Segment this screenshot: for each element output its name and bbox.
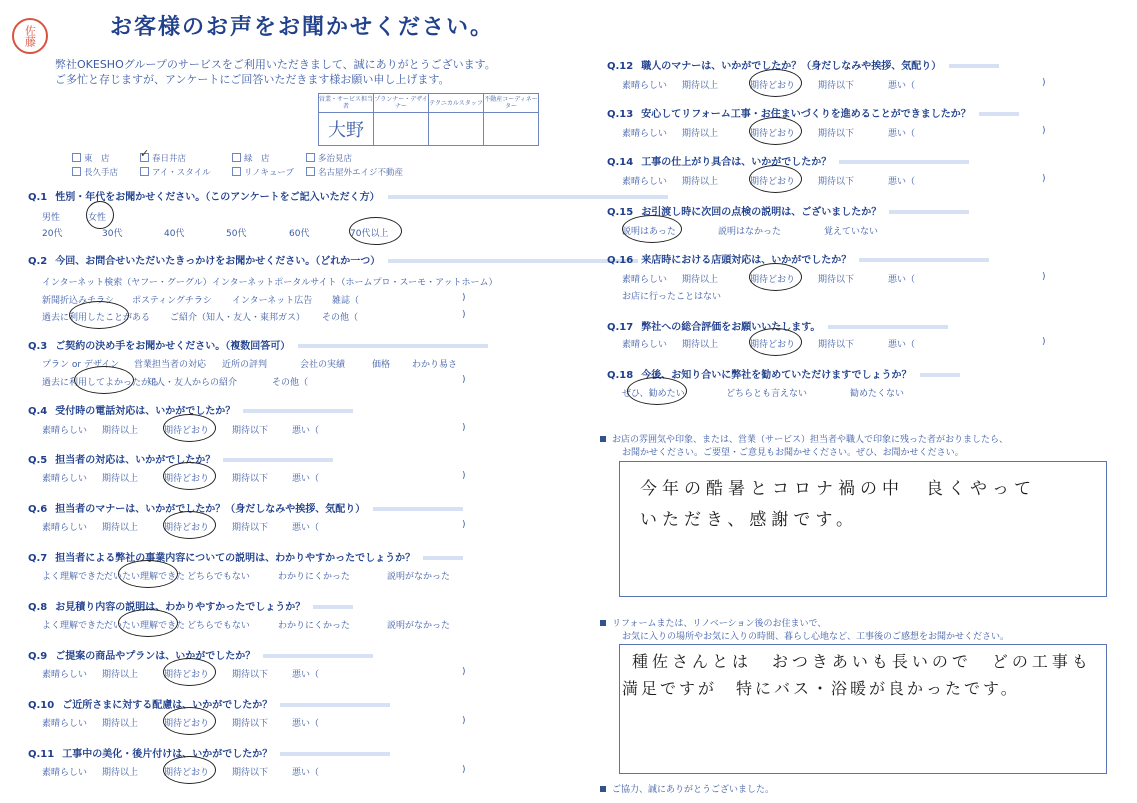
question-number: Q.6 xyxy=(28,504,48,515)
comment2-handwritten-line-2: 満足ですが 特にバス・浴暖が良かったです。 xyxy=(622,679,1020,698)
answer-option[interactable]: 素晴らしい xyxy=(622,81,668,91)
answer-option[interactable]: 会社の実績 xyxy=(300,360,346,370)
answer-option[interactable]: 悪い（ xyxy=(292,719,320,729)
staff-value[interactable] xyxy=(484,113,539,146)
answer-option[interactable]: 素晴らしい xyxy=(42,474,88,484)
question-underline xyxy=(388,195,668,199)
answer-option[interactable]: 期待以上 xyxy=(102,670,139,680)
question-text: 来店時における店頭対応は、いかがでしたか？ xyxy=(641,255,852,266)
answer-option[interactable]: 期待以下 xyxy=(232,474,269,484)
answer-option[interactable]: 期待以下 xyxy=(818,129,855,139)
question-text: お見積り内容の説明は、わかりやすかったでしょうか？ xyxy=(55,602,306,613)
question-underline xyxy=(828,325,948,329)
question-heading xyxy=(28,549,463,564)
answer-paren-close: ) xyxy=(1042,174,1046,184)
question-number: Q.16 xyxy=(607,255,634,266)
staff-header: 営業・サービス担当者 xyxy=(319,94,374,113)
comment1-handwritten-line-2: いただき、感謝です。 xyxy=(640,510,858,530)
answer-option[interactable]: 期待以下 xyxy=(232,768,269,778)
answer-option[interactable]: 20代 xyxy=(42,229,63,239)
comment2-prompt-line-2: お気に入りの場所やお気に入りの時間、暮らし心地など、工事後のご感想をお聞かせください。 xyxy=(622,632,1010,642)
answer-option[interactable]: 悪い（ xyxy=(888,129,916,139)
answer-option[interactable]: 期待以上 xyxy=(102,768,139,778)
answer-option[interactable]: 女性 xyxy=(88,213,107,223)
answer-option[interactable]: 期待以上 xyxy=(682,340,719,350)
answer-option[interactable]: ぜひ、勧めたい xyxy=(622,389,685,399)
answer-option[interactable]: どちらでもない xyxy=(187,621,250,631)
store-checkbox[interactable] xyxy=(140,153,149,162)
answer-option[interactable]: よく理解できた xyxy=(42,621,106,631)
question-heading xyxy=(28,500,463,515)
store-checkbox[interactable] xyxy=(306,167,315,176)
handwritten-circle-mark xyxy=(627,377,687,405)
handwritten-circle-mark xyxy=(69,301,129,329)
answer-option[interactable]: 悪い（ xyxy=(292,768,320,778)
answer-option[interactable]: 営業担当者の対応 xyxy=(134,360,207,370)
question-underline xyxy=(979,112,1019,116)
answer-option[interactable]: 悪い（ xyxy=(292,426,320,436)
answer-option[interactable]: 期待以上 xyxy=(682,177,719,187)
question-heading xyxy=(28,598,353,613)
answer-paren-close: ) xyxy=(462,423,466,433)
question-text: 今後、お知り合いに弊社を勧めていただけますでしょうか？ xyxy=(641,370,912,381)
comment1-handwritten-line-1: 今年の酷暑とコロナ禍の中 良くやって xyxy=(640,479,1036,499)
question-text: ご契約の決め手をお聞かせください。（複数回答可） xyxy=(55,341,291,352)
answer-option[interactable]: 覚えていない xyxy=(824,227,879,237)
question-underline xyxy=(280,703,390,707)
store-label: 多治見店 xyxy=(318,154,353,164)
answer-paren-close: ) xyxy=(462,293,466,303)
question-heading xyxy=(28,696,390,711)
answer-option[interactable]: 素晴らしい xyxy=(622,340,668,350)
answer-option[interactable]: 期待以上 xyxy=(682,275,719,285)
store-option[interactable] xyxy=(72,166,118,178)
handwritten-circle-mark xyxy=(74,366,134,394)
answer-option[interactable]: 悪い（ xyxy=(888,177,916,187)
answer-option[interactable]: 悪い（ xyxy=(292,523,320,533)
store-option[interactable] xyxy=(72,152,110,164)
answer-option[interactable]: 素晴らしい xyxy=(622,177,668,187)
question-underline xyxy=(280,752,390,756)
answer-option[interactable]: 知人・友人からの紹介 xyxy=(147,378,238,388)
answer-option[interactable]: 説明がなかった xyxy=(387,572,451,582)
question-text: 担当者の対応は、いかがでしたか？ xyxy=(55,455,216,466)
question-number: Q.8 xyxy=(28,602,48,613)
answer-option[interactable]: 悪い（ xyxy=(292,474,320,484)
store-label: 春日井店 xyxy=(152,154,187,164)
answer-option[interactable]: 期待以上 xyxy=(682,81,719,91)
handwritten-circle-mark xyxy=(118,609,178,637)
answer-option[interactable]: 素晴らしい xyxy=(622,129,668,139)
handwritten-circle-mark xyxy=(163,462,216,490)
answer-paren-close: ) xyxy=(1042,78,1046,88)
bullet-square-icon xyxy=(600,786,606,792)
question-text: お引渡し時に次回の点検の説明は、ございましたか？ xyxy=(641,207,882,218)
question-underline xyxy=(313,605,353,609)
staff-sales-name[interactable]: 大野 xyxy=(319,113,374,146)
question-underline xyxy=(839,160,969,164)
question-number: Q.1 xyxy=(28,192,48,203)
question-text: 職人のマナーは、いかがでしたか？（身だしなみや挨拶、気配り） xyxy=(641,61,942,72)
answer-option[interactable]: 期待どおり xyxy=(164,474,210,484)
answer-option[interactable]: どちらとも言えない xyxy=(726,389,808,399)
store-checkbox[interactable] xyxy=(72,153,81,162)
answer-option[interactable]: 30代 xyxy=(102,229,123,239)
question-underline xyxy=(920,373,960,377)
question-heading xyxy=(607,251,989,266)
answer-option[interactable]: 期待以下 xyxy=(818,275,855,285)
question-heading xyxy=(28,188,668,203)
store-label: 緑 店 xyxy=(244,154,270,164)
answer-option[interactable]: 期待以上 xyxy=(102,426,139,436)
answer-option[interactable]: インターネット広告 xyxy=(232,296,313,306)
answer-option[interactable]: 素晴らしい xyxy=(42,523,88,533)
question-underline xyxy=(263,654,373,658)
staff-value[interactable] xyxy=(374,113,429,146)
handwritten-circle-mark xyxy=(749,69,802,97)
answer-option[interactable]: わかり易さ xyxy=(412,360,458,370)
answer-paren-close: ) xyxy=(1042,272,1046,282)
handwritten-circle-mark xyxy=(163,511,216,539)
handwritten-circle-mark xyxy=(163,707,216,735)
question-number: Q.9 xyxy=(28,651,48,662)
question-underline xyxy=(298,344,488,348)
answer-option[interactable]: その他（ xyxy=(272,378,309,388)
question-heading xyxy=(28,252,638,267)
question-underline xyxy=(243,409,353,413)
handwritten-circle-mark xyxy=(749,117,802,145)
answer-option[interactable]: その他（ xyxy=(322,313,359,323)
question-number: Q.11 xyxy=(28,749,55,760)
question-text: 担当者による弊社の事業内容についての説明は、わかりやすかったでしょうか？ xyxy=(55,553,416,564)
answer-option[interactable]: 悪い（ xyxy=(888,275,916,285)
answer-paren-close: ) xyxy=(462,375,466,385)
answer-option[interactable]: 期待どおり xyxy=(164,670,210,680)
answer-paren-close: ) xyxy=(1042,337,1046,347)
answer-option[interactable]: お店に行ったことはない xyxy=(622,292,722,302)
answer-option[interactable]: 勧めたくない xyxy=(850,389,905,399)
intro-line-2: ご多忙と存じますが、アンケートにご回答いただきます様お願い申し上げます。 xyxy=(55,73,450,86)
answer-paren-close: ) xyxy=(462,520,466,530)
question-number: Q.12 xyxy=(607,61,634,72)
answer-option[interactable]: 期待以下 xyxy=(818,177,855,187)
answer-option[interactable]: 期待以下 xyxy=(232,426,269,436)
question-text: ご近所さまに対する配慮は、いかがでしたか？ xyxy=(62,700,273,711)
handwritten-circle-mark xyxy=(749,263,802,291)
handwritten-circle-mark xyxy=(86,201,114,229)
answer-paren-close: ) xyxy=(462,310,466,320)
answer-option[interactable]: 悪い（ xyxy=(292,670,320,680)
answer-option[interactable]: 期待どおり xyxy=(164,768,210,778)
answer-option[interactable]: 期待以下 xyxy=(232,523,269,533)
answer-option[interactable]: 素晴らしい xyxy=(622,275,668,285)
comment2-handwritten-line-1: 種佐さんとは おつきあいも長いので どの工事も xyxy=(632,652,1092,671)
answer-option[interactable]: インターネット検索（ヤフー・グーグル） xyxy=(42,278,212,288)
store-option[interactable] xyxy=(306,152,352,164)
answer-option[interactable]: 説明がなかった xyxy=(387,621,451,631)
page-title: お客様のお声をお聞かせください。 xyxy=(110,15,495,40)
answer-paren-close: ) xyxy=(462,765,466,775)
comment2-prompt-line-1: リフォームまたは、リノベーション後のお住まいで、 xyxy=(600,616,826,629)
bullet-square-icon xyxy=(600,436,606,442)
answer-paren-close: ) xyxy=(462,471,466,481)
question-underline xyxy=(949,64,999,68)
question-text: 工事の仕上がり具合は、いかがでしたか？ xyxy=(641,157,832,168)
store-label: リノキューブ xyxy=(244,168,294,178)
handwritten-circle-mark xyxy=(163,658,216,686)
question-heading xyxy=(607,105,1019,120)
question-text: 弊社への総合評価をお願いいたします。 xyxy=(641,322,821,333)
question-underline xyxy=(423,556,463,560)
answer-option[interactable]: 期待どおり xyxy=(750,177,796,187)
answer-option[interactable]: 期待以上 xyxy=(102,719,139,729)
answer-option[interactable]: よく理解できた xyxy=(42,572,106,582)
answer-option[interactable]: 期待どおり xyxy=(164,426,210,436)
answer-option[interactable]: だいたい理解できた xyxy=(104,572,186,582)
answer-option[interactable]: 素晴らしい xyxy=(42,768,88,778)
comment1-prompt-line-1: お店の雰囲気や印象、または、営業（サービス）担当者や職人で印象に残った者がおりましたら、 xyxy=(600,432,1008,445)
answer-option[interactable]: 説明はあった xyxy=(622,227,676,237)
answer-option[interactable]: 期待以上 xyxy=(102,523,139,533)
answer-option[interactable]: 期待以下 xyxy=(818,81,855,91)
staff-header: テクニカルスタッフ xyxy=(429,94,484,113)
question-text: 性別・年代をお聞かせください。（このアンケートをご記入いただく方） xyxy=(55,192,380,203)
answer-option[interactable]: ご紹介（知人・友人・東邦ガス） xyxy=(170,313,306,323)
answer-option[interactable]: 60代 xyxy=(289,229,310,239)
question-number: Q.5 xyxy=(28,455,48,466)
question-number: Q.3 xyxy=(28,341,48,352)
footer-thanks: ご協力、誠にありがとうございました。 xyxy=(600,782,774,795)
answer-option[interactable]: 期待以下 xyxy=(232,670,269,680)
store-option[interactable] xyxy=(306,166,403,178)
question-number: Q.7 xyxy=(28,553,48,564)
answer-option[interactable]: 期待以下 xyxy=(818,340,855,350)
answer-option[interactable]: 期待以下 xyxy=(232,719,269,729)
question-number: Q.13 xyxy=(607,109,634,120)
store-label: 長久手店 xyxy=(84,168,119,178)
answer-option[interactable]: 40代 xyxy=(164,229,185,239)
store-checkbox[interactable] xyxy=(306,153,315,162)
question-text: 工事中の美化・後片付けは、いかがでしたか？ xyxy=(62,749,273,760)
store-checkbox[interactable] xyxy=(232,167,241,176)
answer-option[interactable]: どちらでもない xyxy=(187,572,250,582)
personal-seal-stamp: 佐藤 xyxy=(12,18,48,54)
answer-option[interactable]: 50代 xyxy=(226,229,247,239)
store-option[interactable] xyxy=(232,152,270,164)
answer-option[interactable]: 男性 xyxy=(42,213,61,223)
answer-option[interactable]: プラン or デザイン xyxy=(42,360,120,370)
handwritten-circle-mark xyxy=(163,414,216,442)
handwritten-circle-mark xyxy=(749,328,802,356)
answer-option[interactable]: ポスティングチラシ xyxy=(132,296,212,306)
staff-header: 不動産コーディネーター xyxy=(484,94,539,113)
store-label: 東 店 xyxy=(84,154,110,164)
store-checkbox[interactable] xyxy=(232,153,241,162)
answer-option[interactable]: 悪い（ xyxy=(888,340,916,350)
store-option[interactable] xyxy=(140,166,211,178)
answer-paren-close: ) xyxy=(1042,126,1046,136)
answer-option[interactable]: 期待以上 xyxy=(682,129,719,139)
answer-paren-close: ) xyxy=(462,716,466,726)
answer-option[interactable]: 過去に利用してよかったから xyxy=(42,378,160,388)
answer-option[interactable]: わかりにくかった xyxy=(278,572,351,582)
question-number: Q.2 xyxy=(28,256,48,267)
answer-option[interactable]: 期待どおり xyxy=(750,129,796,139)
staff-header: プランナー・デザイナー xyxy=(374,94,429,113)
question-text: 受付時の電話対応は、いかがでしたか？ xyxy=(55,406,236,417)
answer-option[interactable]: 素晴らしい xyxy=(42,719,88,729)
answer-option[interactable]: 雑誌（ xyxy=(332,296,360,306)
handwritten-circle-mark xyxy=(349,217,402,245)
answer-option[interactable]: 悪い（ xyxy=(888,81,916,91)
store-checkbox[interactable] xyxy=(72,167,81,176)
question-number: Q.10 xyxy=(28,700,55,711)
answer-option[interactable]: 近所の評判 xyxy=(222,360,268,370)
answer-option[interactable]: 期待どおり xyxy=(750,340,796,350)
question-heading xyxy=(28,337,488,352)
question-text: 担当者のマナーは、いかがでしたか？（身だしなみや挨拶、気配り） xyxy=(55,504,366,515)
answer-option[interactable]: 期待以上 xyxy=(102,474,139,484)
intro-line-1: 弊社OKESHOグループのサービスをご利用いただきまして、誠にありがとうございます。 xyxy=(55,58,496,71)
question-underline xyxy=(373,507,463,511)
answer-paren-close: ) xyxy=(462,667,466,677)
answer-option[interactable]: 説明はなかった xyxy=(718,227,782,237)
question-heading xyxy=(607,57,999,72)
store-checkbox[interactable] xyxy=(140,167,149,176)
bullet-square-icon xyxy=(600,620,606,626)
question-number: Q.17 xyxy=(607,322,634,333)
answer-option[interactable]: 70代以上 xyxy=(350,229,389,239)
answer-option[interactable]: 素晴らしい xyxy=(42,426,88,436)
question-number: Q.18 xyxy=(607,370,634,381)
handwritten-circle-mark xyxy=(622,215,682,243)
store-label: 名古屋外エイジ不動産 xyxy=(318,168,404,178)
answer-option[interactable]: インターネットポータルサイト（ホームプロ・スーモ・アットホーム） xyxy=(212,278,498,288)
question-heading xyxy=(28,745,390,760)
store-option[interactable] xyxy=(232,166,294,178)
handwritten-circle-mark xyxy=(749,165,802,193)
answer-option[interactable]: 新聞折込みチラシ xyxy=(42,296,115,306)
handwritten-circle-mark xyxy=(163,756,216,784)
answer-option[interactable]: 過去に利用したことがある xyxy=(42,313,151,323)
question-number: Q.14 xyxy=(607,157,634,168)
question-text: ご提案の商品やプランは、いかがでしたか？ xyxy=(55,651,256,662)
answer-option[interactable]: 期待どおり xyxy=(164,719,210,729)
answer-option[interactable]: 素晴らしい xyxy=(42,670,88,680)
question-number: Q.15 xyxy=(607,207,634,218)
answer-option[interactable]: 期待どおり xyxy=(750,275,796,285)
comment1-prompt-line-2: お聞かせください。ご要望・ご意見もお聞かせください。ぜひ、お聞かせください。 xyxy=(622,448,964,458)
answer-option[interactable]: だいたい理解できた xyxy=(104,621,186,631)
question-underline xyxy=(859,258,989,262)
question-text: 安心してリフォーム工事・お住まいづくりを進めることができましたか？ xyxy=(641,109,971,120)
store-label: アイ・スタイル xyxy=(152,168,211,178)
question-underline xyxy=(388,259,638,263)
answer-option[interactable]: 期待どおり xyxy=(164,523,210,533)
answer-option[interactable]: 価格 xyxy=(372,360,391,370)
answer-option[interactable]: 期待どおり xyxy=(750,81,796,91)
staff-table xyxy=(318,93,539,146)
answer-option[interactable]: わかりにくかった xyxy=(278,621,351,631)
question-underline xyxy=(223,458,333,462)
staff-value[interactable] xyxy=(429,113,484,146)
question-number: Q.4 xyxy=(28,406,48,417)
question-text: 今回、お問合せいただいたきっかけをお聞かせください。（どれか一つ） xyxy=(55,256,381,267)
question-underline xyxy=(889,210,969,214)
handwritten-circle-mark xyxy=(118,560,178,588)
store-option[interactable] xyxy=(140,152,186,164)
